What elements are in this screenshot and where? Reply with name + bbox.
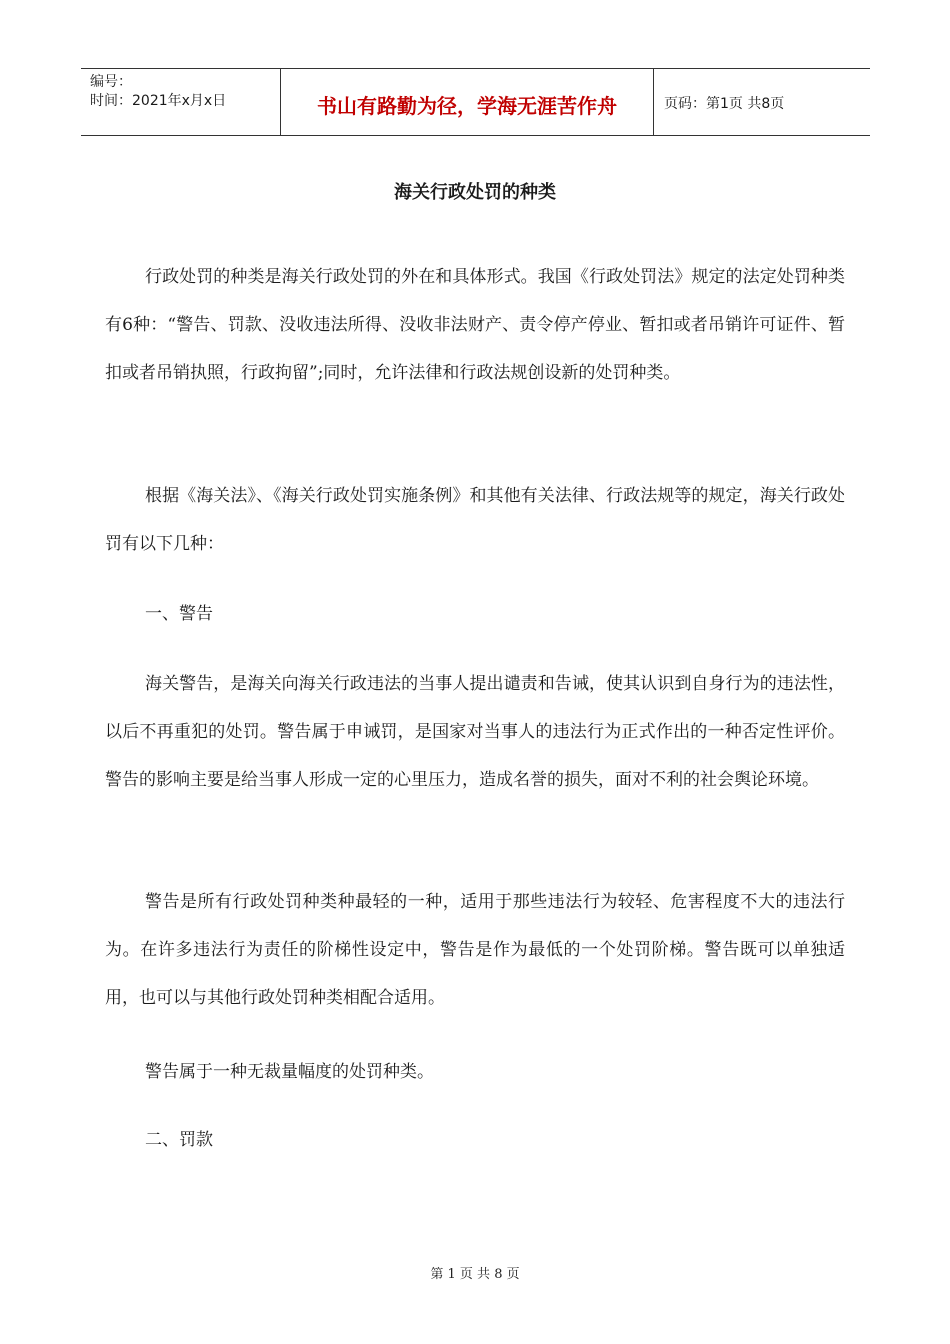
paragraph: 海关警告，是海关向海关行政违法的当事人提出谴责和告诫，使其认识到自身行为的违法性，以后不再重犯的处罚。警告属于申诫罚，是国家对当事人的违法行为正式作出的一种否定性评价。警告的影响主要是给当事人形成一定的心里压力，造成名誉的损失，面对不利的社会舆论环境。	[105, 674, 845, 790]
paragraph: 警告属于一种无裁量幅度的处罚种类。	[145, 1062, 434, 1082]
number-label: 编号：	[90, 74, 132, 90]
document-title: 海关行政处罚的种类	[394, 182, 556, 203]
header-page-cell	[654, 69, 870, 135]
page-footer: 第 1 页 共 8 页	[430, 1267, 520, 1282]
section-heading: 一、警告	[145, 604, 213, 624]
paragraph: 警告是所有行政处罚种类种最轻的一种，适用于那些违法行为较轻、危害程度不大的违法行为。在许多违法行为责任的阶梯性设定中，警告是作为最低的一个处罚阶梯。警告既可以单独适用，也可以与其他行政处罚种类相配合适用。	[105, 892, 845, 1008]
header-meta-cell	[81, 69, 281, 135]
motto-text: 书山有路勤为径，学海无涯苦作舟	[317, 93, 617, 118]
header-table	[81, 68, 870, 136]
paragraph: 根据《海关法》、《海关行政处罚实施条例》和其他有关法律、行政法规等的规定，海关行政处罚有以下几种：	[105, 486, 845, 554]
header-motto-cell	[281, 69, 654, 135]
paragraph: 行政处罚的种类是海关行政处罚的外在和具体形式。我国《行政处罚法》规定的法定处罚种类有6种：“警告、罚款、没收违法所得、没收非法财产、责令停产停业、暂扣或者吊销许可证件、暂扣或者吊销执照，行政拘留”;同时，允许法律和行政法规创设新的处罚种类。	[105, 267, 845, 383]
page-label: 页码：第1页 共8页	[664, 96, 785, 112]
section-heading: 二、罚款	[145, 1130, 213, 1150]
time-label: 时间：2021年x月x日	[90, 93, 227, 109]
